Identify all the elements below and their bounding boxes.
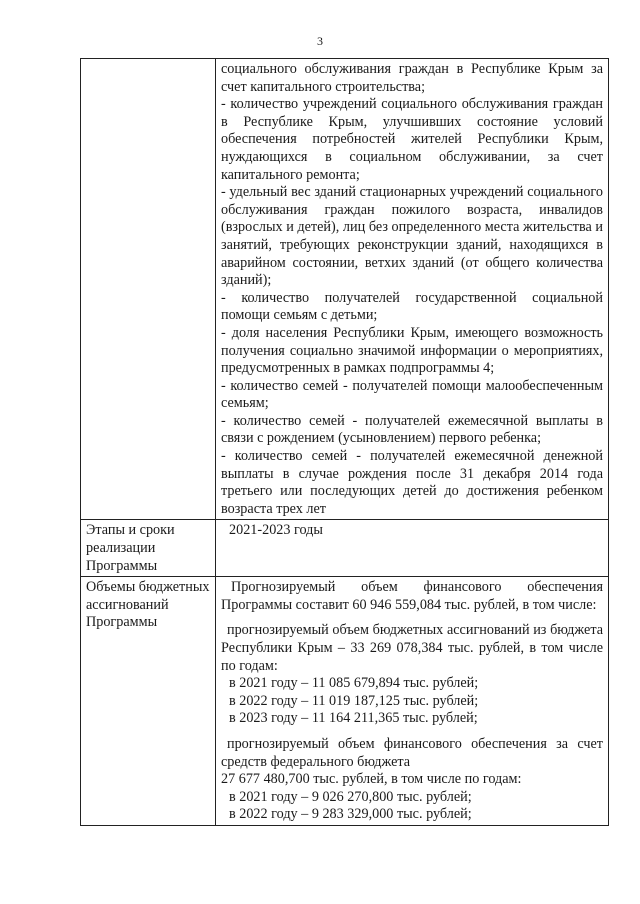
budget-federal-year: в 2022 году – 9 283 329,000 тыс. рублей; [229, 806, 472, 823]
indicator-item: - количество семей - получателей помощи малообеспеченным семьям; [221, 377, 603, 412]
indicators-cell [216, 59, 609, 520]
indicator-item: - количество семей - получателей ежемесячной денежной выплаты в случае рождения после 31 декабря 2014 года третьего или последующих детей до достижения ребенком возраста трех лет [221, 448, 603, 517]
passport-table [80, 58, 609, 826]
indicator-item: - доля населения Республики Крым, имеющего возможность получения социально значимой информации о мероприятиях, предусмотренных в рамках подпрограммы 4; [221, 324, 603, 377]
indicator-item: - количество семей - получателей ежемесячной выплаты в связи с рождением (усыновлением) первого ребенка; [221, 412, 603, 447]
budget-regional-year: в 2021 году – 11 085 679,894 тыс. рублей; [229, 675, 479, 692]
table-row-stages [81, 520, 609, 577]
row-label-budget: Объемы бюджетных ассигнований Программы [81, 577, 216, 826]
table-row-budget [81, 577, 609, 826]
indicator-item: - количество учреждений социального обслуживания граждан в Республике Крым, улучшивших состояние условий обеспечения потребностей жителей Республики Крым, нуждающихся в социальном обслуживании, за счет капитального ремонта; [221, 96, 603, 183]
budget-federal-year: в 2021 году – 9 026 270,800 тыс. рублей; [229, 788, 472, 805]
budget-regional-year: в 2022 году – 11 019 187,125 тыс. рублей; [229, 692, 479, 709]
indicator-item: - количество получателей государственной социальной помощи семьям с детьми; [221, 289, 603, 324]
budget-regional: прогнозируемый объем бюджетных ассигнований из бюджета Республики Крым – 33 269 078,384 тыс. рублей, в том числе по годам: [221, 622, 603, 674]
row-label-empty [81, 59, 216, 520]
indicator-item: социального обслуживания граждан в Республике Крым за счет капитального строительства; [221, 61, 603, 95]
budget-intro: Прогнозируемый объем финансового обеспечения Программы составит 60 946 559,084 тыс. рублей, в том числе: [221, 579, 603, 613]
budget-federal: прогнозируемый объем финансового обеспечения за счет средств федерального бюджета [221, 735, 603, 770]
budget-federal-total: 27 677 480,700 тыс. рублей, в том числе по годам: [221, 771, 522, 788]
budget-cell [216, 577, 609, 826]
indicator-item: - удельный вес зданий стационарных учреждений социального обслуживания граждан пожилого возраста, инвалидов (взрослых и детей), лиц без определенного места жительства и занятий, требующих реконструкции зданий, находящихся в аварийном состоянии, ветхих зданий (от общего количества зданий); [221, 184, 603, 289]
page-number: 3 [317, 34, 323, 48]
table-row-indicators [81, 59, 609, 520]
stages-value [216, 520, 609, 577]
stages-period: 2021-2023 годы [229, 522, 323, 539]
row-label-stages: Этапы и сроки реализации Программы [81, 520, 216, 577]
budget-regional-year: в 2023 году – 11 164 211,365 тыс. рублей; [229, 710, 478, 727]
